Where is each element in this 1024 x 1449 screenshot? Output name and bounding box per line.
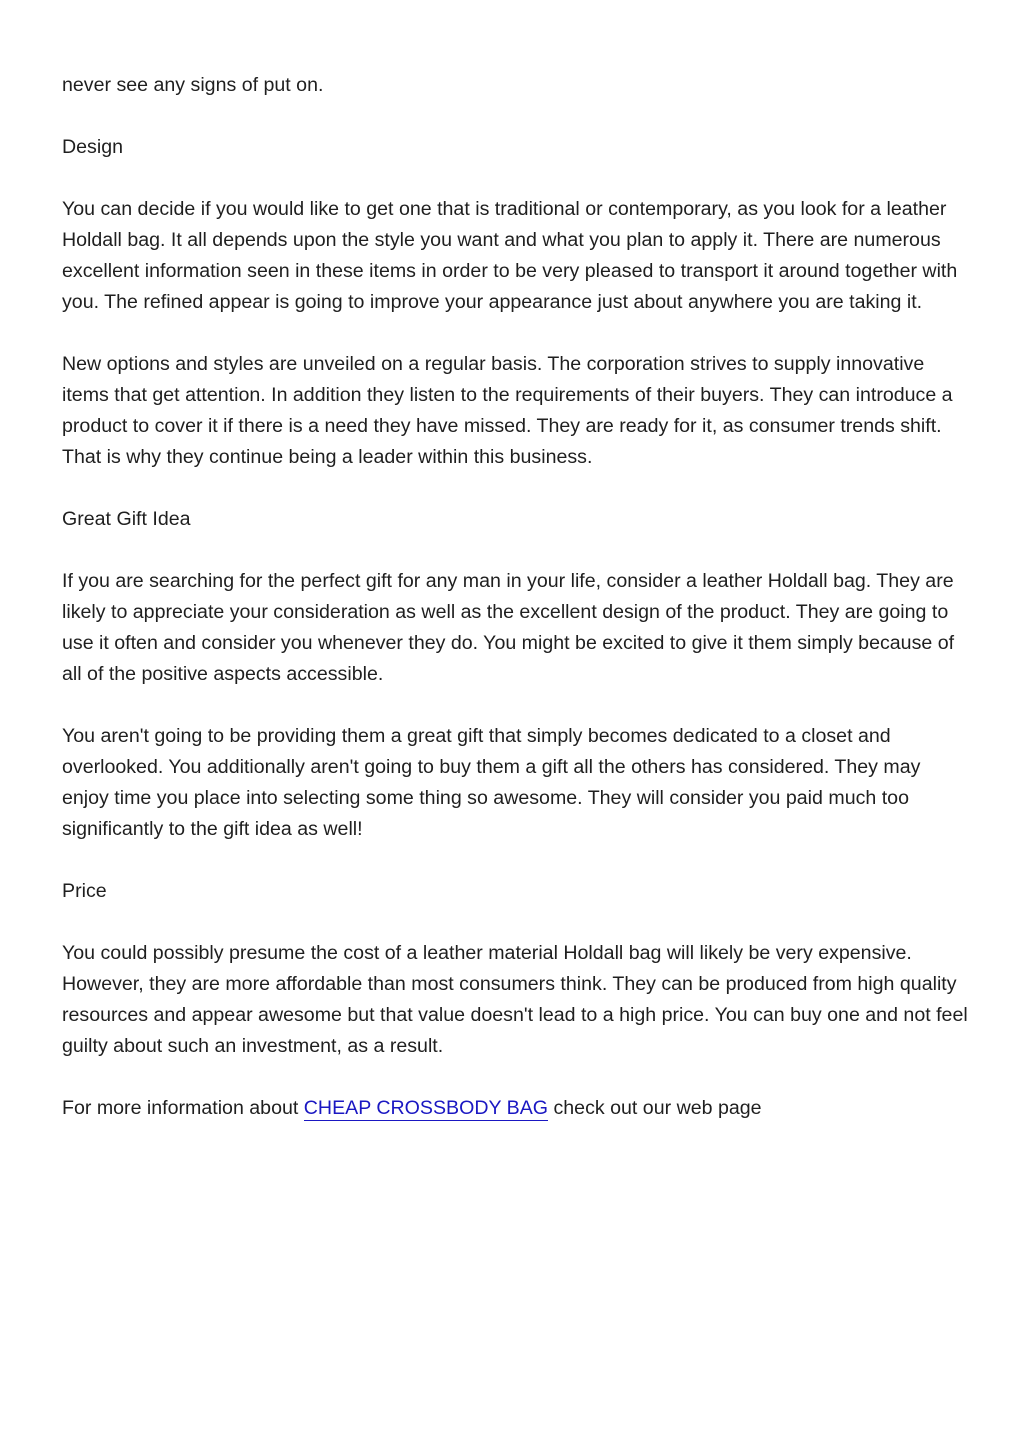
- paragraph-more-info: [62, 1093, 968, 1124]
- section-heading-price: Price: [62, 880, 107, 902]
- section-heading-great-gift-idea: Great Gift Idea: [62, 508, 191, 530]
- paragraph-gift-1: If you are searching for the perfect gift for any man in your life, consider a leather Holdall bag. They are likely to appreciate your consideration as well as the excellent design of the product. They are going to use it often and consider you whenever they do. You might be excited to give it them simply because of all of the positive aspects accessible.: [62, 570, 955, 685]
- more-info-prefix: For more information about: [62, 1097, 304, 1119]
- paragraph-intro-fragment: never see any signs of put on.: [62, 74, 324, 96]
- paragraph-design-2: New options and styles are unveiled on a regular basis. The corporation strives to supply innovative items that get attention. In addition they listen to the requirements of their buyers. They can introduce a product to cover it if there is a need they have missed. They are ready for it, as consumer trends shift. That is why they continue being a leader within this business.: [62, 353, 953, 468]
- more-info-suffix: check out our web page: [548, 1097, 762, 1119]
- document-body: [62, 70, 968, 1155]
- paragraph-price: You could possibly presume the cost of a leather material Holdall bag will likely be very expensive. However, they are more affordable than most consumers think. They can be produced from high quality resources and appear awesome but that value doesn't lead to a high price. You can buy one and not feel guilty about such an investment, as a result.: [62, 942, 968, 1057]
- cheap-crossbody-bag-link[interactable]: CHEAP CROSSBODY BAG: [303, 1097, 549, 1119]
- section-heading-design: Design: [62, 136, 123, 158]
- paragraph-gift-2: You aren't going to be providing them a great gift that simply becomes dedicated to a closet and overlooked. You additionally aren't going to buy them a gift all the others has considered. They may enjoy time you place into selecting some thing so awesome. They will consider you paid much too significantly to the gift idea as well!: [62, 725, 921, 840]
- paragraph-design-1: You can decide if you would like to get one that is traditional or contemporary, as you look for a leather Holdall bag. It all depends upon the style you want and what you plan to apply it. There are numerous excellent information seen in these items in order to be very pleased to transport it around together with you. The refined appear is going to improve your appearance just about anywhere you are taking it.: [62, 198, 958, 313]
